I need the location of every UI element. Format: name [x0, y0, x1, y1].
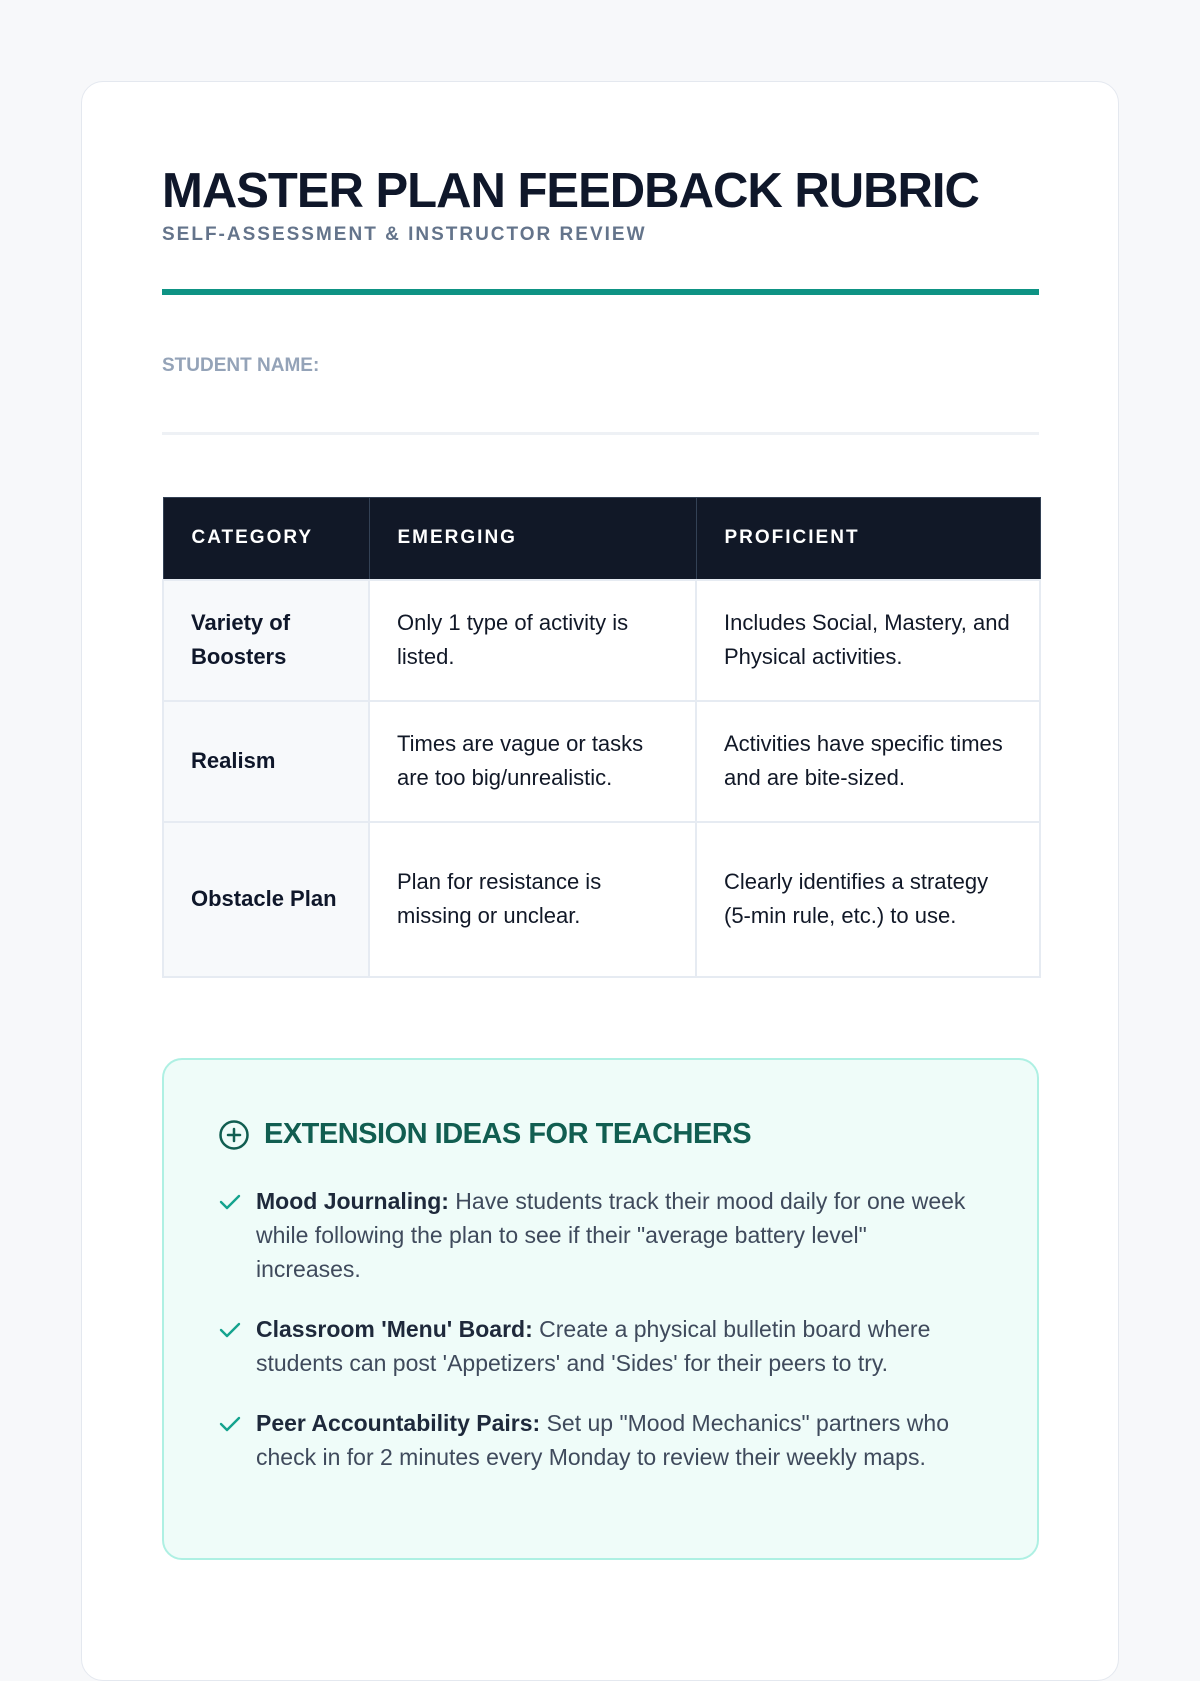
student-name-input[interactable] — [162, 382, 1039, 435]
check-icon — [218, 1312, 256, 1345]
list-item — [218, 1312, 978, 1380]
accent-divider — [162, 289, 1039, 295]
check-icon — [218, 1184, 256, 1217]
rubric-header-row — [163, 498, 1040, 580]
extension-list — [218, 1184, 978, 1500]
check-icon — [218, 1406, 256, 1439]
proficient-cell: Clearly identifies a strategy (5-min rule, etc.) to use. — [696, 822, 1040, 977]
student-name-label: STUDENT NAME: — [162, 355, 320, 376]
category-cell: Variety of Boosters — [163, 580, 369, 701]
extension-item-text — [256, 1406, 978, 1474]
page-subtitle: SELF-ASSESSMENT & INSTRUCTOR REVIEW — [162, 224, 647, 245]
extension-item-label: Mood Journaling: — [256, 1188, 449, 1214]
table-row — [163, 580, 1040, 701]
list-item — [218, 1184, 978, 1286]
plus-circle-icon — [218, 1119, 250, 1151]
extension-item-label: Classroom 'Menu' Board: — [256, 1316, 533, 1342]
extension-heading — [218, 1118, 751, 1151]
extension-item-text — [256, 1184, 978, 1286]
extension-title: EXTENSION IDEAS FOR TEACHERS — [264, 1118, 752, 1150]
emerging-cell: Only 1 type of activity is listed. — [369, 580, 696, 701]
table-row — [163, 701, 1040, 822]
rubric-table — [162, 497, 1041, 978]
category-cell: Obstacle Plan — [163, 822, 369, 977]
extension-item-label: Peer Accountability Pairs: — [256, 1410, 541, 1436]
page-title: MASTER PLAN FEEDBACK RUBRIC — [162, 164, 979, 218]
extension-item-body: Create a physical bulletin board where students can post 'Appetizers' and 'Sides' for their peers to try. — [256, 1316, 931, 1376]
column-header-emerging: EMERGING — [369, 498, 696, 580]
extension-ideas-panel — [162, 1058, 1039, 1560]
column-header-proficient: PROFICIENT — [696, 498, 1040, 580]
list-item — [218, 1406, 978, 1474]
extension-item-text — [256, 1312, 978, 1380]
extension-item-body: Set up "Mood Mechanics" partners who check in for 2 minutes every Monday to review their weekly maps. — [256, 1410, 949, 1470]
table-row — [163, 822, 1040, 977]
extension-item-body: Have students track their mood daily for one week while following the plan to see if their "average battery level" increases. — [256, 1188, 966, 1282]
proficient-cell: Activities have specific times and are bite-sized. — [696, 701, 1040, 822]
column-header-category: CATEGORY — [163, 498, 369, 580]
rubric-card — [81, 81, 1119, 1681]
emerging-cell: Times are vague or tasks are too big/unrealistic. — [369, 701, 696, 822]
category-cell: Realism — [163, 701, 369, 822]
emerging-cell: Plan for resistance is missing or unclear. — [369, 822, 696, 977]
proficient-cell: Includes Social, Mastery, and Physical activities. — [696, 580, 1040, 701]
